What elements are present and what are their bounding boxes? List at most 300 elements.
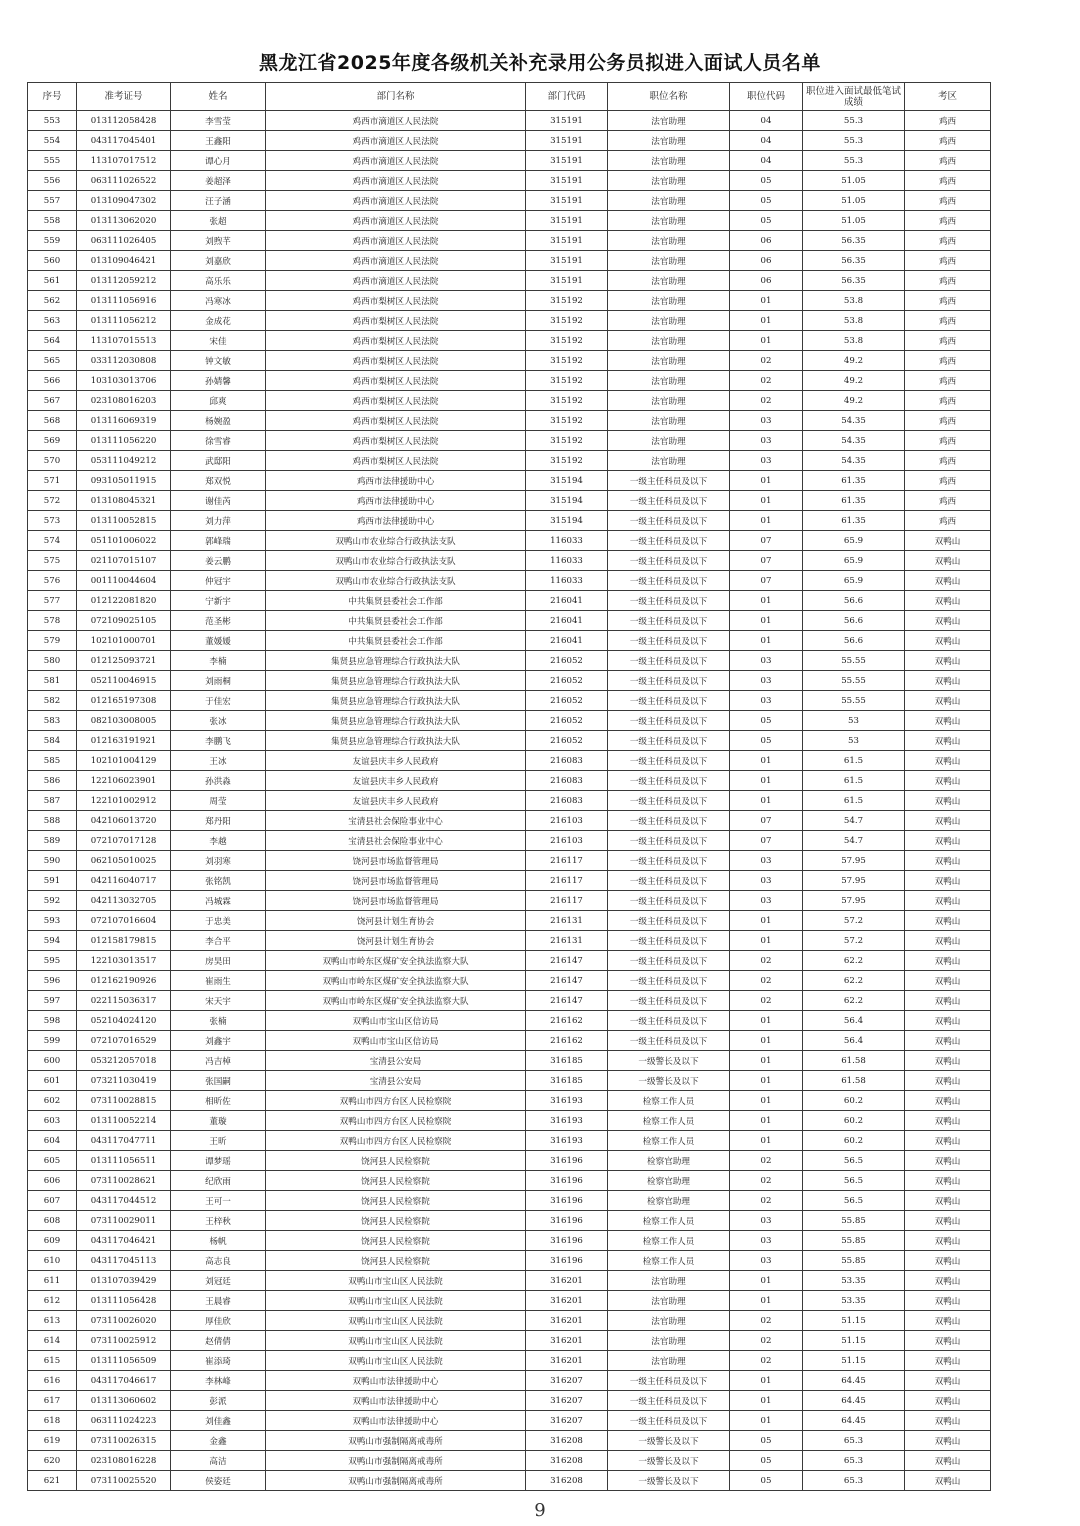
cell-position: 法官助理 xyxy=(608,391,730,411)
cell-name: 刘煦芊 xyxy=(171,231,266,251)
cell-position: 一级主任科员及以下 xyxy=(608,651,730,671)
cell-min-score: 57.95 xyxy=(803,851,905,871)
cell-position: 法官助理 xyxy=(608,231,730,251)
cell-exam-id: 023108016203 xyxy=(77,391,171,411)
column-header-exam-id: 准考证号 xyxy=(77,83,171,111)
cell-name: 张冰 xyxy=(171,711,266,731)
table-row xyxy=(28,431,991,451)
table-row xyxy=(28,931,991,951)
table-row xyxy=(28,611,991,631)
cell-dept-code: 316196 xyxy=(526,1211,608,1231)
cell-dept-code: 316196 xyxy=(526,1231,608,1251)
cell-exam-area: 双鸭山 xyxy=(905,911,991,931)
cell-dept-code: 315192 xyxy=(526,311,608,331)
table-row xyxy=(28,1351,991,1371)
cell-position-code: 05 xyxy=(730,1451,803,1471)
table-row xyxy=(28,1411,991,1431)
cell-dept-code: 216147 xyxy=(526,991,608,1011)
cell-department: 鸡西市滴道区人民法院 xyxy=(266,191,526,211)
table-row xyxy=(28,1231,991,1251)
cell-exam-area: 双鸭山 xyxy=(905,1431,991,1451)
table-row xyxy=(28,451,991,471)
cell-seq: 619 xyxy=(28,1431,77,1451)
cell-exam-area: 鸡西 xyxy=(905,331,991,351)
cell-min-score: 56.5 xyxy=(803,1191,905,1211)
cell-name: 张国嗣 xyxy=(171,1071,266,1091)
cell-department: 双鸭山市岭东区煤矿安全执法监察大队 xyxy=(266,991,526,1011)
cell-name: 金成花 xyxy=(171,311,266,331)
cell-exam-id: 052110046915 xyxy=(77,671,171,691)
cell-exam-area: 双鸭山 xyxy=(905,551,991,571)
table-row xyxy=(28,751,991,771)
table-row xyxy=(28,631,991,651)
cell-min-score: 56.6 xyxy=(803,631,905,651)
cell-dept-code: 315191 xyxy=(526,171,608,191)
table-row xyxy=(28,891,991,911)
cell-exam-id: 042116040717 xyxy=(77,871,171,891)
cell-name: 李林峰 xyxy=(171,1371,266,1391)
cell-exam-id: 013111056212 xyxy=(77,311,171,331)
cell-name: 赵倩倩 xyxy=(171,1331,266,1351)
cell-department: 饶河县人民检察院 xyxy=(266,1211,526,1231)
cell-name: 张铭凯 xyxy=(171,871,266,891)
cell-position-code: 05 xyxy=(730,711,803,731)
cell-dept-code: 316196 xyxy=(526,1151,608,1171)
cell-department: 双鸭山市强制隔离戒毒所 xyxy=(266,1471,526,1491)
cell-position-code: 05 xyxy=(730,211,803,231)
table-row xyxy=(28,1291,991,1311)
cell-department: 中共集贤县委社会工作部 xyxy=(266,591,526,611)
cell-exam-id: 102101000701 xyxy=(77,631,171,651)
cell-exam-area: 鸡西 xyxy=(905,391,991,411)
cell-min-score: 49.2 xyxy=(803,351,905,371)
cell-exam-area: 双鸭山 xyxy=(905,1091,991,1111)
cell-department: 双鸭山市法律援助中心 xyxy=(266,1411,526,1431)
cell-position: 一级主任科员及以下 xyxy=(608,791,730,811)
cell-dept-code: 216041 xyxy=(526,631,608,651)
cell-seq: 615 xyxy=(28,1351,77,1371)
cell-min-score: 56.5 xyxy=(803,1151,905,1171)
cell-name: 王冰 xyxy=(171,751,266,771)
cell-seq: 597 xyxy=(28,991,77,1011)
page-number: 9 xyxy=(534,1500,546,1521)
cell-dept-code: 315192 xyxy=(526,431,608,451)
cell-dept-code: 315191 xyxy=(526,251,608,271)
cell-position: 一级主任科员及以下 xyxy=(608,1371,730,1391)
cell-min-score: 53.8 xyxy=(803,291,905,311)
cell-exam-area: 双鸭山 xyxy=(905,771,991,791)
cell-name: 于佳宏 xyxy=(171,691,266,711)
table-row xyxy=(28,1471,991,1491)
cell-position: 一级主任科员及以下 xyxy=(608,531,730,551)
cell-position: 检察工作人员 xyxy=(608,1231,730,1251)
cell-min-score: 65.9 xyxy=(803,551,905,571)
cell-dept-code: 216131 xyxy=(526,931,608,951)
table-row xyxy=(28,211,991,231)
cell-min-score: 56.35 xyxy=(803,271,905,291)
cell-name: 王鑫阳 xyxy=(171,131,266,151)
cell-name: 侯姿廷 xyxy=(171,1471,266,1491)
table-row xyxy=(28,1331,991,1351)
cell-exam-area: 双鸭山 xyxy=(905,1411,991,1431)
cell-seq: 595 xyxy=(28,951,77,971)
cell-dept-code: 315194 xyxy=(526,471,608,491)
cell-min-score: 51.15 xyxy=(803,1311,905,1331)
cell-position: 检察工作人员 xyxy=(608,1091,730,1111)
cell-name: 高洁 xyxy=(171,1451,266,1471)
cell-position: 一级主任科员及以下 xyxy=(608,871,730,891)
cell-seq: 572 xyxy=(28,491,77,511)
cell-position: 法官助理 xyxy=(608,371,730,391)
cell-exam-id: 072107017128 xyxy=(77,831,171,851)
cell-exam-area: 双鸭山 xyxy=(905,591,991,611)
cell-name: 厚佳欣 xyxy=(171,1311,266,1331)
table-row xyxy=(28,511,991,531)
cell-position: 一级主任科员及以下 xyxy=(608,611,730,631)
cell-seq: 584 xyxy=(28,731,77,751)
cell-min-score: 56.4 xyxy=(803,1031,905,1051)
cell-name: 武邸阳 xyxy=(171,451,266,471)
cell-exam-id: 012165197308 xyxy=(77,691,171,711)
cell-exam-id: 013111056916 xyxy=(77,291,171,311)
cell-exam-id: 033112030808 xyxy=(77,351,171,371)
cell-department: 集贤县应急管理综合行政执法大队 xyxy=(266,711,526,731)
cell-exam-area: 双鸭山 xyxy=(905,1451,991,1471)
cell-name: 谭梦瑶 xyxy=(171,1151,266,1171)
table-row xyxy=(28,1431,991,1451)
cell-dept-code: 315191 xyxy=(526,271,608,291)
cell-exam-id: 073211030419 xyxy=(77,1071,171,1091)
cell-department: 双鸭山市宝山区人民法院 xyxy=(266,1271,526,1291)
cell-exam-area: 双鸭山 xyxy=(905,1031,991,1051)
cell-name: 于忠美 xyxy=(171,911,266,931)
cell-position: 检察工作人员 xyxy=(608,1251,730,1271)
cell-exam-id: 043117046421 xyxy=(77,1231,171,1251)
cell-position-code: 03 xyxy=(730,851,803,871)
cell-department: 双鸭山市宝山区信访局 xyxy=(266,1031,526,1051)
cell-position: 一级主任科员及以下 xyxy=(608,931,730,951)
cell-dept-code: 316208 xyxy=(526,1471,608,1491)
cell-exam-area: 双鸭山 xyxy=(905,831,991,851)
cell-name: 王可一 xyxy=(171,1191,266,1211)
cell-position-code: 02 xyxy=(730,971,803,991)
cell-exam-area: 双鸭山 xyxy=(905,1311,991,1331)
cell-exam-id: 122106023901 xyxy=(77,771,171,791)
cell-position-code: 03 xyxy=(730,1251,803,1271)
cell-position: 一级主任科员及以下 xyxy=(608,1011,730,1031)
cell-dept-code: 316208 xyxy=(526,1451,608,1471)
cell-position-code: 01 xyxy=(730,311,803,331)
cell-min-score: 53 xyxy=(803,731,905,751)
cell-exam-area: 双鸭山 xyxy=(905,1071,991,1091)
cell-dept-code: 216162 xyxy=(526,1011,608,1031)
cell-exam-id: 012125093721 xyxy=(77,651,171,671)
cell-seq: 558 xyxy=(28,211,77,231)
cell-min-score: 60.2 xyxy=(803,1111,905,1131)
cell-department: 双鸭山市农业综合行政执法支队 xyxy=(266,531,526,551)
cell-department: 双鸭山市宝山区信访局 xyxy=(266,1011,526,1031)
cell-position-code: 01 xyxy=(730,291,803,311)
table-row xyxy=(28,1271,991,1291)
cell-seq: 616 xyxy=(28,1371,77,1391)
cell-min-score: 64.45 xyxy=(803,1371,905,1391)
cell-dept-code: 216103 xyxy=(526,831,608,851)
cell-min-score: 55.3 xyxy=(803,151,905,171)
cell-name: 宁新宇 xyxy=(171,591,266,611)
cell-department: 双鸭山市四方台区人民检察院 xyxy=(266,1131,526,1151)
cell-department: 鸡西市梨树区人民法院 xyxy=(266,351,526,371)
cell-position-code: 02 xyxy=(730,1331,803,1351)
cell-department: 饶河县人民检察院 xyxy=(266,1251,526,1271)
cell-position-code: 01 xyxy=(730,1271,803,1291)
cell-exam-id: 063111024223 xyxy=(77,1411,171,1431)
cell-department: 鸡西市梨树区人民法院 xyxy=(266,331,526,351)
table-row xyxy=(28,1451,991,1471)
cell-department: 鸡西市滴道区人民法院 xyxy=(266,111,526,131)
table-row xyxy=(28,731,991,751)
cell-seq: 601 xyxy=(28,1071,77,1091)
cell-exam-id: 013111056511 xyxy=(77,1151,171,1171)
cell-position-code: 05 xyxy=(730,191,803,211)
cell-min-score: 53.8 xyxy=(803,311,905,331)
cell-name: 仲冠宇 xyxy=(171,571,266,591)
cell-exam-id: 043117045401 xyxy=(77,131,171,151)
cell-exam-area: 双鸭山 xyxy=(905,1391,991,1411)
cell-department: 双鸭山市宝山区人民法院 xyxy=(266,1291,526,1311)
cell-exam-id: 013113060602 xyxy=(77,1391,171,1411)
cell-name: 宋佳 xyxy=(171,331,266,351)
cell-min-score: 65.9 xyxy=(803,571,905,591)
cell-name: 冯寒冰 xyxy=(171,291,266,311)
cell-dept-code: 316193 xyxy=(526,1091,608,1111)
cell-position: 法官助理 xyxy=(608,131,730,151)
cell-name: 郭峰瑞 xyxy=(171,531,266,551)
cell-min-score: 61.58 xyxy=(803,1051,905,1071)
cell-position-code: 03 xyxy=(730,431,803,451)
cell-exam-area: 鸡西 xyxy=(905,311,991,331)
column-header-name: 姓名 xyxy=(171,83,266,111)
cell-exam-area: 鸡西 xyxy=(905,251,991,271)
cell-position: 一级主任科员及以下 xyxy=(608,571,730,591)
cell-exam-area: 双鸭山 xyxy=(905,851,991,871)
cell-position: 一级主任科员及以下 xyxy=(608,471,730,491)
cell-min-score: 53.35 xyxy=(803,1291,905,1311)
cell-exam-area: 双鸭山 xyxy=(905,1231,991,1251)
cell-department: 集贤县应急管理综合行政执法大队 xyxy=(266,651,526,671)
cell-position-code: 07 xyxy=(730,811,803,831)
cell-position: 法官助理 xyxy=(608,171,730,191)
cell-department: 集贤县应急管理综合行政执法大队 xyxy=(266,731,526,751)
table-row xyxy=(28,1011,991,1031)
cell-exam-id: 082103008005 xyxy=(77,711,171,731)
cell-dept-code: 216162 xyxy=(526,1031,608,1051)
cell-exam-id: 012158179815 xyxy=(77,931,171,951)
cell-department: 鸡西市梨树区人民法院 xyxy=(266,291,526,311)
cell-exam-id: 021107015107 xyxy=(77,551,171,571)
cell-position: 法官助理 xyxy=(608,431,730,451)
table-row xyxy=(28,1211,991,1231)
cell-min-score: 65.3 xyxy=(803,1431,905,1451)
cell-department: 鸡西市梨树区人民法院 xyxy=(266,391,526,411)
cell-exam-id: 013111056509 xyxy=(77,1351,171,1371)
cell-department: 鸡西市法律援助中心 xyxy=(266,471,526,491)
cell-position-code: 07 xyxy=(730,831,803,851)
cell-seq: 614 xyxy=(28,1331,77,1351)
cell-position: 法官助理 xyxy=(608,111,730,131)
cell-name: 董璇 xyxy=(171,1111,266,1131)
cell-min-score: 54.7 xyxy=(803,831,905,851)
cell-exam-area: 双鸭山 xyxy=(905,931,991,951)
cell-exam-area: 双鸭山 xyxy=(905,1011,991,1031)
cell-min-score: 54.35 xyxy=(803,411,905,431)
cell-exam-area: 鸡西 xyxy=(905,371,991,391)
cell-min-score: 53 xyxy=(803,711,905,731)
cell-seq: 573 xyxy=(28,511,77,531)
table-row xyxy=(28,991,991,1011)
cell-exam-area: 鸡西 xyxy=(905,191,991,211)
cell-position: 法官助理 xyxy=(608,291,730,311)
cell-position-code: 01 xyxy=(730,911,803,931)
cell-dept-code: 116033 xyxy=(526,531,608,551)
cell-position-code: 01 xyxy=(730,1291,803,1311)
cell-position: 法官助理 xyxy=(608,311,730,331)
cell-dept-code: 316201 xyxy=(526,1351,608,1371)
cell-position: 检察工作人员 xyxy=(608,1131,730,1151)
table-row xyxy=(28,831,991,851)
cell-name: 刘冠廷 xyxy=(171,1271,266,1291)
cell-exam-id: 113107015513 xyxy=(77,331,171,351)
cell-dept-code: 315192 xyxy=(526,411,608,431)
cell-seq: 613 xyxy=(28,1311,77,1331)
cell-exam-id: 073110028815 xyxy=(77,1091,171,1111)
cell-dept-code: 316193 xyxy=(526,1111,608,1131)
column-header-min-score: 职位进入面试最低笔试成绩 xyxy=(803,83,905,111)
cell-min-score: 61.5 xyxy=(803,791,905,811)
cell-min-score: 57.95 xyxy=(803,871,905,891)
cell-position: 一级主任科员及以下 xyxy=(608,691,730,711)
cell-exam-area: 鸡西 xyxy=(905,271,991,291)
cell-exam-id: 062105010025 xyxy=(77,851,171,871)
cell-seq: 555 xyxy=(28,151,77,171)
cell-department: 饶河县市场监督管理局 xyxy=(266,891,526,911)
cell-position: 检察官助理 xyxy=(608,1191,730,1211)
cell-exam-area: 双鸭山 xyxy=(905,971,991,991)
cell-min-score: 51.05 xyxy=(803,191,905,211)
cell-department: 双鸭山市岭东区煤矿安全执法监察大队 xyxy=(266,951,526,971)
cell-position: 一级主任科员及以下 xyxy=(608,491,730,511)
table-row xyxy=(28,791,991,811)
cell-seq: 589 xyxy=(28,831,77,851)
cell-dept-code: 316196 xyxy=(526,1251,608,1271)
cell-name: 纪欣雨 xyxy=(171,1171,266,1191)
cell-department: 双鸭山市法律援助中心 xyxy=(266,1391,526,1411)
cell-seq: 580 xyxy=(28,651,77,671)
candidate-table xyxy=(27,82,991,1491)
cell-position-code: 03 xyxy=(730,411,803,431)
cell-min-score: 61.35 xyxy=(803,471,905,491)
cell-dept-code: 216052 xyxy=(526,691,608,711)
cell-min-score: 51.15 xyxy=(803,1331,905,1351)
cell-department: 饶河县计划生育协会 xyxy=(266,911,526,931)
cell-department: 鸡西市滴道区人民法院 xyxy=(266,231,526,251)
table-row xyxy=(28,371,991,391)
table-row xyxy=(28,1251,991,1271)
cell-position-code: 06 xyxy=(730,231,803,251)
cell-seq: 568 xyxy=(28,411,77,431)
cell-dept-code: 116033 xyxy=(526,571,608,591)
cell-exam-area: 双鸭山 xyxy=(905,1051,991,1071)
cell-min-score: 54.35 xyxy=(803,451,905,471)
cell-position: 一级主任科员及以下 xyxy=(608,751,730,771)
table-row xyxy=(28,171,991,191)
cell-position: 一级主任科员及以下 xyxy=(608,891,730,911)
cell-department: 饶河县人民检察院 xyxy=(266,1231,526,1251)
cell-exam-area: 鸡西 xyxy=(905,231,991,251)
table-body xyxy=(28,111,991,1491)
cell-seq: 588 xyxy=(28,811,77,831)
cell-dept-code: 315191 xyxy=(526,131,608,151)
cell-seq: 562 xyxy=(28,291,77,311)
cell-exam-id: 013111056220 xyxy=(77,431,171,451)
cell-position-code: 01 xyxy=(730,1371,803,1391)
cell-position-code: 03 xyxy=(730,691,803,711)
cell-seq: 556 xyxy=(28,171,77,191)
cell-dept-code: 216083 xyxy=(526,771,608,791)
cell-name: 李楠 xyxy=(171,651,266,671)
cell-dept-code: 315192 xyxy=(526,391,608,411)
cell-seq: 565 xyxy=(28,351,77,371)
cell-dept-code: 116033 xyxy=(526,551,608,571)
cell-seq: 575 xyxy=(28,551,77,571)
cell-department: 鸡西市法律援助中心 xyxy=(266,511,526,531)
cell-seq: 599 xyxy=(28,1031,77,1051)
cell-name: 张楠 xyxy=(171,1011,266,1031)
cell-exam-area: 双鸭山 xyxy=(905,671,991,691)
cell-exam-id: 012162190926 xyxy=(77,971,171,991)
cell-name: 王昕 xyxy=(171,1131,266,1151)
cell-exam-id: 043117045113 xyxy=(77,1251,171,1271)
cell-dept-code: 315191 xyxy=(526,211,608,231)
table-row xyxy=(28,331,991,351)
cell-exam-area: 双鸭山 xyxy=(905,811,991,831)
cell-name: 刘羽寒 xyxy=(171,851,266,871)
cell-name: 邱爽 xyxy=(171,391,266,411)
cell-position-code: 02 xyxy=(730,1311,803,1331)
cell-position-code: 07 xyxy=(730,551,803,571)
table-row xyxy=(28,771,991,791)
table-row xyxy=(28,411,991,431)
cell-position-code: 01 xyxy=(730,1111,803,1131)
cell-exam-id: 001110044604 xyxy=(77,571,171,591)
cell-department: 鸡西市梨树区人民法院 xyxy=(266,411,526,431)
cell-name: 刘鑫宇 xyxy=(171,1031,266,1051)
cell-exam-id: 073110028621 xyxy=(77,1171,171,1191)
cell-name: 董媛媛 xyxy=(171,631,266,651)
cell-exam-area: 鸡西 xyxy=(905,171,991,191)
cell-dept-code: 316196 xyxy=(526,1191,608,1211)
cell-department: 双鸭山市法律援助中心 xyxy=(266,1371,526,1391)
cell-exam-id: 053212057018 xyxy=(77,1051,171,1071)
table-row xyxy=(28,351,991,371)
cell-min-score: 55.3 xyxy=(803,131,905,151)
cell-min-score: 53.35 xyxy=(803,1271,905,1291)
cell-department: 集贤县应急管理综合行政执法大队 xyxy=(266,671,526,691)
cell-position-code: 04 xyxy=(730,131,803,151)
cell-seq: 610 xyxy=(28,1251,77,1271)
cell-exam-id: 013112058428 xyxy=(77,111,171,131)
table-header-row xyxy=(28,83,991,111)
cell-seq: 559 xyxy=(28,231,77,251)
